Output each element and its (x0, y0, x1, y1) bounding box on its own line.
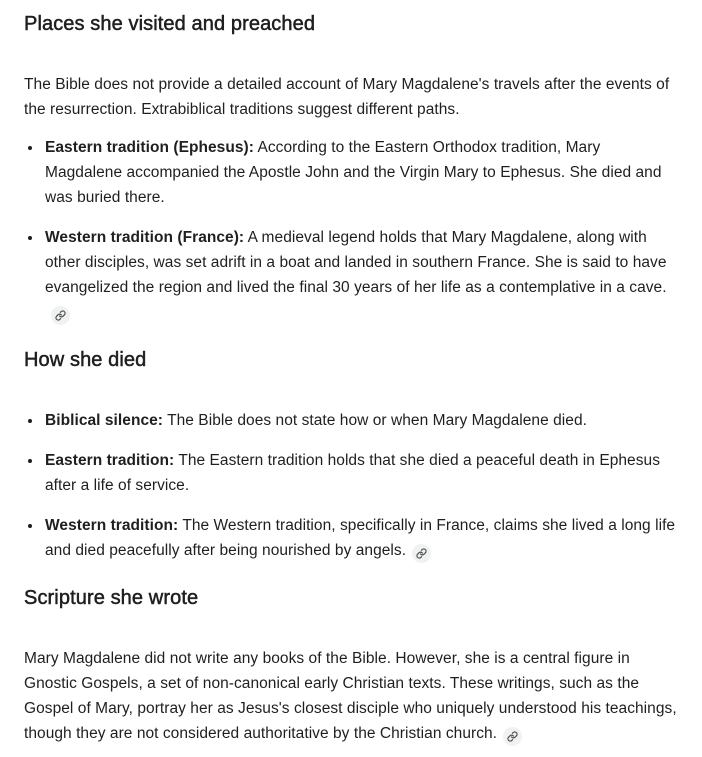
section-heading: How she died (24, 349, 147, 371)
bullet-text: A medieval legend holds that Mary Magdalene, along with other disciples, was set adrift in a boat and landed in southern France. She is said to have evangelized the region and lived the final 30 years of her life as a contemplative in a cave. (45, 229, 667, 296)
bullet-text: According to the Eastern Orthodox tradition, Mary Magdalene accompanied the Apostle John and the Virgin Mary to Ephesus. She died and was buried there. (45, 139, 662, 206)
list-item (43, 135, 678, 210)
source-link-chip[interactable] (503, 727, 522, 746)
bullet-term: Eastern tradition (Ephesus): (45, 139, 254, 156)
list-item (43, 408, 678, 433)
paragraph-text: Mary Magdalene did not write any books of the Bible. However, she is a central figure in Gnostic Gospels, a set of non-canonical early Christian texts. These writings, such as the Gospel of Mary, portray her as Jesus's closest disciple who uniquely understood his teachings, though they are not considered authoritative by the Christian church. (24, 650, 677, 742)
link-icon (416, 548, 427, 559)
section-heading: Places she visited and preached (24, 13, 316, 35)
section-heading: Scripture she wrote (24, 587, 199, 609)
bullet-list (24, 135, 678, 325)
bullet-text: The Bible does not state how or when Mary Magdalene died. (167, 412, 587, 429)
intro-paragraph: The Bible does not provide a detailed account of Mary Magdalene's travels after the events of the resurrection. Extrabiblical traditions suggest different paths. (24, 76, 670, 118)
section-how-she-died (24, 346, 678, 563)
bullet-term: Western tradition (France): (45, 229, 245, 246)
source-link-chip[interactable] (412, 544, 431, 563)
list-item (43, 225, 678, 325)
bullet-term: Eastern tradition: (45, 452, 175, 469)
bullet-text: The Western tradition, specifically in France, claims she lived a long life and died peacefully after being nourished by angels. (45, 517, 676, 559)
bullet-text: The Eastern tradition holds that she died a peaceful death in Ephesus after a life of service. (45, 452, 660, 494)
bullet-term: Biblical silence: (45, 412, 164, 429)
bullet-term: Western tradition: (45, 517, 179, 534)
bullet-list (24, 408, 678, 563)
list-item (43, 513, 678, 563)
link-icon (507, 731, 518, 742)
link-icon (55, 310, 66, 321)
section-scripture (24, 584, 678, 746)
closing-paragraph (24, 646, 678, 746)
list-item (43, 448, 678, 498)
source-link-chip[interactable] (51, 306, 70, 325)
section-places-visited (24, 10, 678, 325)
